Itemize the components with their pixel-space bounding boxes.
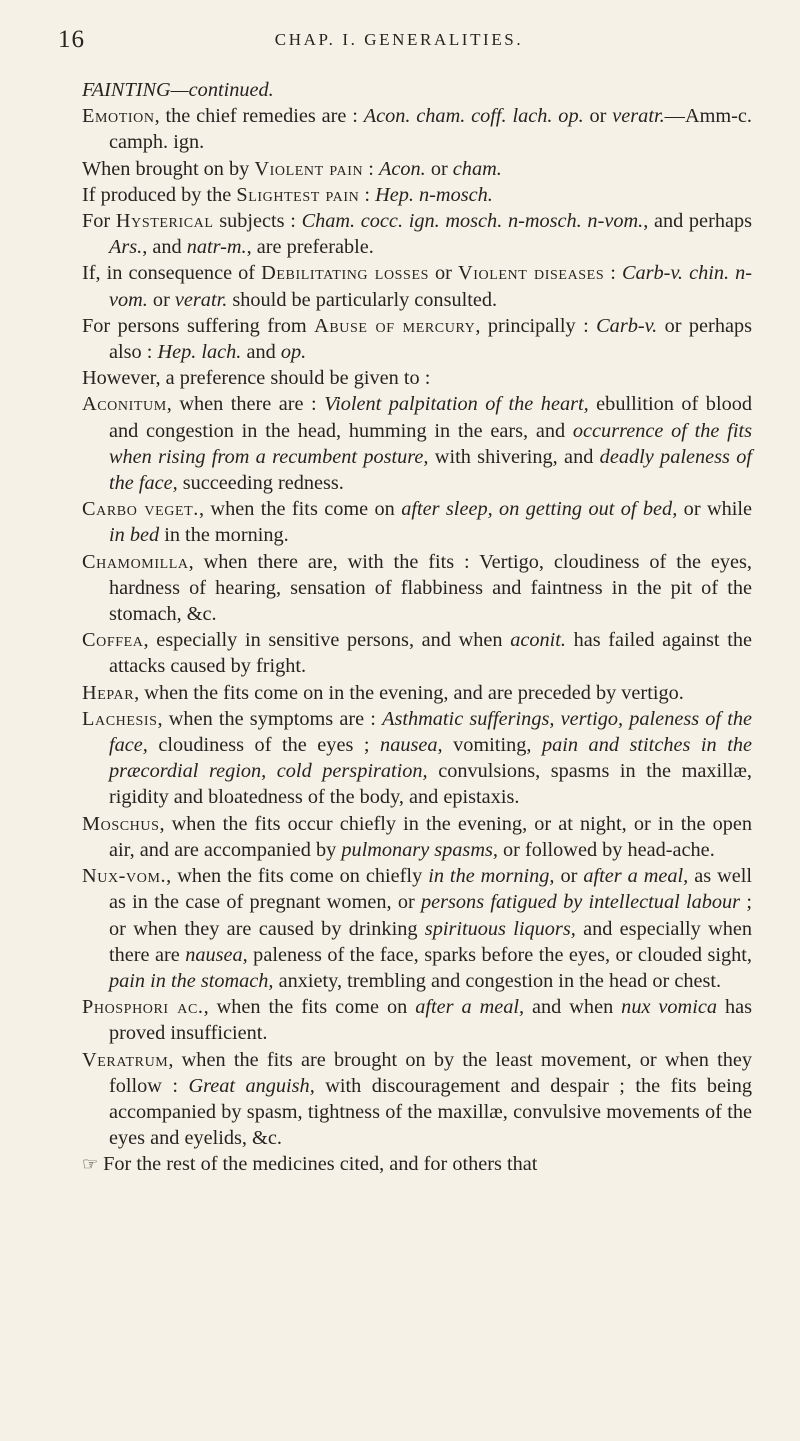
text-run: , when the symptoms are : xyxy=(157,707,383,730)
italic-text: deadly paleness of the face, xyxy=(109,445,752,495)
text-run: paleness of the face, sparks before the eyes, or clouded sight, xyxy=(247,943,753,966)
text-run: or while xyxy=(677,498,753,521)
italic-text: Acon. cham. coff. lach. op. xyxy=(363,105,584,128)
remedy-heading: Violent pain xyxy=(254,157,364,180)
text-run: and when xyxy=(524,996,622,1019)
paragraph xyxy=(82,260,752,312)
text-run: or followed by head-ache. xyxy=(497,838,715,861)
text-run: However, a preference should be given to : xyxy=(82,367,431,390)
paragraph xyxy=(82,680,752,706)
italic-text: Carb-v. xyxy=(596,314,658,337)
text-run: cloudiness of the eyes ; xyxy=(147,734,381,757)
text-run: , and xyxy=(142,236,187,259)
paragraph xyxy=(82,811,752,863)
text-run: or perhaps also : xyxy=(109,314,752,364)
italic-text: natr-m. xyxy=(186,236,247,259)
remedy-heading: Veratrum xyxy=(82,1048,169,1071)
text-run: or xyxy=(425,157,453,180)
italic-text: Carb-v. chin. n-vom. xyxy=(109,262,753,311)
paragraph xyxy=(82,1151,752,1177)
italic-text: pain and stitches in the præcordial region, cold perspiration, xyxy=(109,734,752,783)
italic-text: after a meal, xyxy=(415,996,525,1019)
text-run: or xyxy=(583,105,613,128)
text-run: , when the fits come on in the evening, and are preceded by vertigo. xyxy=(134,681,684,704)
text-run: in the morning. xyxy=(159,524,289,547)
italic-text: veratr. xyxy=(612,105,665,128)
text-run: : xyxy=(604,262,622,285)
page-number: 16 xyxy=(58,26,85,53)
text-run: anxiety, trembling and congestion in the head or chest. xyxy=(273,969,722,992)
text-run: with shivering, and xyxy=(428,445,600,468)
paragraph xyxy=(82,182,752,208)
italic-text: after sleep, on getting out of bed, xyxy=(401,498,678,521)
text-run: has proved insufficient. xyxy=(109,996,752,1045)
paragraph xyxy=(82,627,752,679)
paragraph xyxy=(82,391,752,496)
text-run: , when the fits occur chiefly in the evening, or at night, or in the open air, and are accompanied by xyxy=(109,812,752,861)
text-run: with discouragement and despair ; the fits being accompanied by spasm, tightness of the maxillæ, convulsive movements of the eyes and eyelids, &c. xyxy=(109,1074,752,1150)
text-run: , when there are, with the fits : Vertigo, cloudiness of the eyes, hardness of hearing, sensation of flabbiness and faintness in the pit of the stomach, &c. xyxy=(109,550,752,626)
section-title: FAINTING—continued. xyxy=(82,79,274,101)
paragraph xyxy=(82,103,752,155)
italic-text: nausea, xyxy=(185,943,248,966)
chapter-heading: CHAP. I. GENERALITIES. xyxy=(274,30,524,49)
text-run: should be particularly consulted. xyxy=(227,288,498,311)
italic-text: nausea, xyxy=(380,734,443,757)
text-run: : xyxy=(359,183,376,206)
text-run: For persons suffering from xyxy=(82,314,315,337)
italic-text: aconit. xyxy=(510,629,566,652)
paragraph xyxy=(82,1047,752,1152)
text-run: , are preferable. xyxy=(246,236,374,259)
italic-text: Acon. xyxy=(379,157,426,180)
italic-text: in bed xyxy=(109,524,160,547)
italic-text: Cham. cocc. ign. mosch. n-mosch. n-vom. xyxy=(301,210,644,233)
remedy-heading: Carbo veget. xyxy=(82,498,199,521)
paragraph xyxy=(82,365,752,391)
italic-text: after a meal, xyxy=(583,865,689,888)
paragraph xyxy=(82,706,752,811)
text-run: or xyxy=(147,288,175,311)
remedy-heading: Phosphori ac. xyxy=(82,996,204,1019)
text-run: , when the fits come on chiefly xyxy=(166,865,429,888)
italic-text: Violent palpitation of the heart, xyxy=(324,393,589,416)
pointing-hand-icon: ☞ xyxy=(82,1154,98,1175)
text-run: , when the fits come on xyxy=(198,498,402,521)
text-run: as well as in the case of pregnant women, or xyxy=(109,865,752,914)
text-run: If produced by the xyxy=(82,183,237,206)
remedy-heading: Hepar xyxy=(82,681,135,704)
text-run: If, in consequence of xyxy=(82,262,262,285)
remedy-heading: Slightest pain xyxy=(236,183,360,206)
paragraph xyxy=(82,313,752,365)
italic-text: spirituous liquors, xyxy=(424,917,576,940)
page-body xyxy=(82,77,752,1178)
text-run: For the rest of the medicines cited, and for others that xyxy=(103,1153,538,1176)
italic-text: occurrence of the fits when rising from a recumbent posture, xyxy=(109,419,752,468)
paragraph xyxy=(82,208,752,260)
text-run: , when there are : xyxy=(166,393,325,416)
text-run: has failed against the attacks caused by fright. xyxy=(109,629,752,678)
text-run: subjects : xyxy=(213,210,302,233)
text-run: , and perhaps xyxy=(643,210,752,233)
text-run: , principally : xyxy=(475,314,597,337)
text-run: or xyxy=(428,262,459,285)
text-run: When brought on by xyxy=(82,157,255,180)
text-run: , when the fits come on xyxy=(203,996,416,1019)
text-run: —Amm-c. camph. ign. xyxy=(109,105,752,154)
italic-text: op. xyxy=(280,341,307,364)
italic-text: pulmonary spasms, xyxy=(341,838,498,861)
text-run: : xyxy=(363,157,379,180)
italic-text: persons fatigued by intellectual labour xyxy=(420,891,741,914)
text-run: and especially when there are xyxy=(109,917,752,966)
italic-text: Ars. xyxy=(109,236,143,259)
italic-text: nux vomica xyxy=(621,996,717,1019)
text-run: or xyxy=(554,865,584,888)
text-run: and xyxy=(241,341,281,364)
text-run: ebullition of blood and congestion in the head, humming in the ears, and xyxy=(109,393,752,442)
italic-text: cham. xyxy=(452,157,502,180)
paragraph xyxy=(82,549,752,628)
paragraph xyxy=(82,496,752,548)
text-run: convulsions, spasms in the maxillæ, rigidity and bloatedness of the body, and epistaxis. xyxy=(109,760,753,809)
text-run: ; or when they are caused by drinking xyxy=(109,891,752,940)
running-head xyxy=(58,26,740,54)
paragraph xyxy=(82,863,752,994)
text-run: , especially in sensitive persons, and when xyxy=(143,629,511,652)
italic-text: Asthmatic sufferings, vertigo, paleness of the face, xyxy=(109,707,752,757)
italic-text: pain in the stomach, xyxy=(109,969,274,992)
remedy-heading: Hysterical xyxy=(115,210,214,233)
remedy-heading: Nux-vom. xyxy=(82,865,167,888)
remedy-heading: Violent diseases xyxy=(458,262,605,285)
text-run: vomiting, xyxy=(442,734,542,757)
remedy-heading: Emotion xyxy=(82,105,155,128)
text-run: succeeding redness. xyxy=(177,472,344,495)
remedy-heading: Debilitating losses xyxy=(261,262,429,285)
remedy-heading: Abuse of mercury xyxy=(314,314,476,337)
italic-text: in the morning, xyxy=(428,865,555,888)
remedy-heading: Moschus xyxy=(82,812,160,835)
text-run: For xyxy=(82,210,116,233)
remedy-heading: Coffea xyxy=(82,629,144,652)
italic-text: Hep. n-mosch. xyxy=(375,183,493,206)
text-run: , the chief remedies are : xyxy=(154,105,364,128)
text-run: , when the fits are brought on by the least movement, or when they follow : xyxy=(109,1048,752,1097)
remedy-heading: Aconitum xyxy=(82,393,167,416)
remedy-heading: Chamomilla xyxy=(82,550,189,573)
paragraph xyxy=(82,156,752,182)
italic-text: Hep. lach. xyxy=(157,341,242,364)
italic-text: veratr. xyxy=(174,288,228,311)
paragraph xyxy=(82,994,752,1046)
italic-text: Great anguish, xyxy=(188,1074,315,1097)
remedy-heading: Lachesis xyxy=(82,707,158,730)
